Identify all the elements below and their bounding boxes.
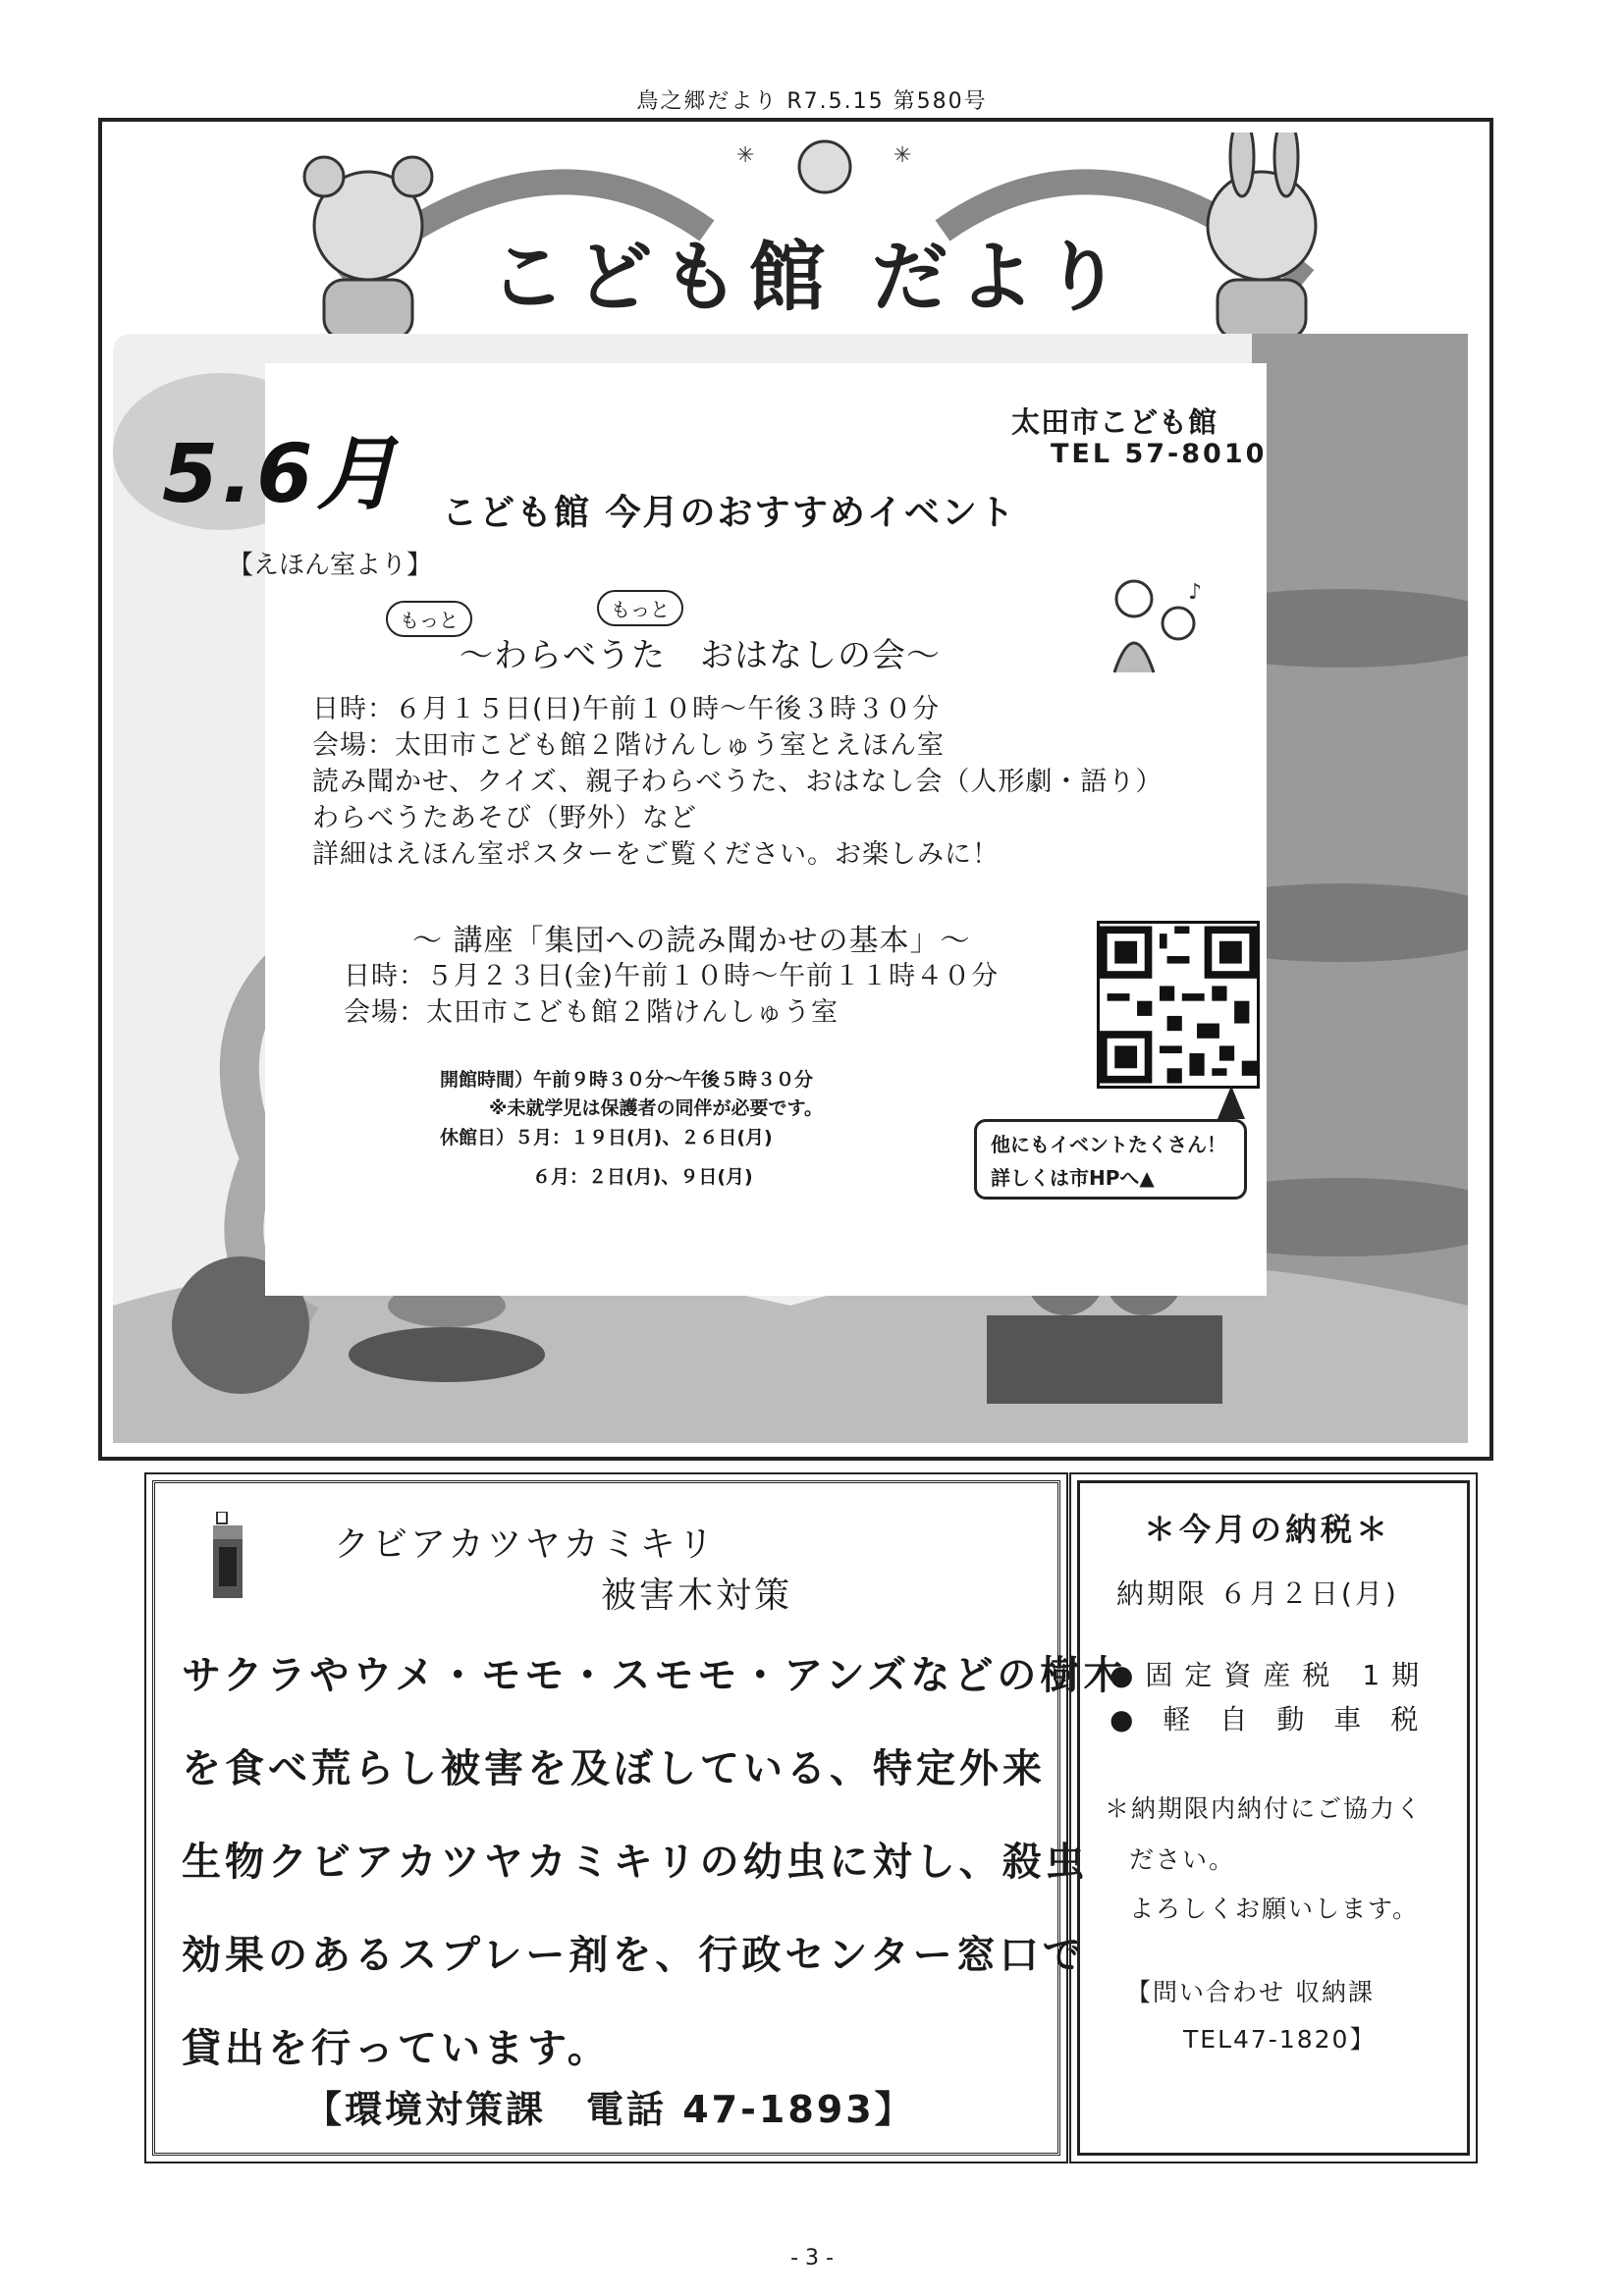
ruby-motto-1: もっと	[386, 601, 472, 637]
pest-contact: 【環境対策課 電話 47-1893】	[304, 2088, 915, 2131]
pest-body-line: を食べ荒らし被害を及ぼしている、特定外来	[182, 1746, 1046, 1791]
svg-text:✳: ✳	[736, 143, 755, 168]
event1-date: 日時：６月１５日(日)午前１０時〜午後３時３０分	[312, 694, 941, 724]
event2-title: 〜 講座「集団への読み聞かせの基本」〜	[412, 924, 971, 958]
tax-title: ＊今月の納税＊	[1144, 1511, 1392, 1548]
tax-deadline: 納期限 ６月２日(月)	[1116, 1577, 1399, 1610]
tax-note: ＊納期限内納付にご協力く	[1105, 1794, 1424, 1823]
speech-bubble	[974, 1119, 1247, 1200]
tax-inquiry: 【問い合わせ 収納課	[1126, 1978, 1375, 2006]
event2-date: 日時：５月２３日(金)午前１０時〜午前１１時４０分	[344, 961, 1000, 991]
svg-text:✳: ✳	[893, 143, 912, 168]
tax-inquiry-phone: TEL47-1820】	[1183, 2025, 1377, 2054]
newsletter-header: 鳥之郷だより R7.5.15 第580号	[636, 89, 988, 114]
opening-hours: 開館時間）午前９時３０分〜午後５時３０分	[440, 1069, 814, 1091]
closed-days-june: ６月：２日(月)、９日(月)	[532, 1166, 753, 1188]
spray-can-icon	[211, 1512, 246, 1600]
pest-subtitle: 被害木対策	[601, 1575, 793, 1616]
svg-text:♪: ♪	[1188, 580, 1203, 605]
qr-code[interactable]	[1097, 921, 1260, 1089]
tax-item: ●軽自動車税	[1110, 1703, 1448, 1735]
pest-body-line: 生物クビアカツヤカミキリの幼虫に対し、殺虫	[182, 1840, 1089, 1885]
pancake-icon	[349, 1327, 545, 1382]
event2-venue: 会場：太田市こども館２階けんしゅう室	[344, 997, 839, 1028]
guardian-note: ※未就学児は保護者の同伴が必要です。	[489, 1097, 823, 1119]
pest-body-line: サクラやウメ・モモ・スモモ・アンズなどの樹木	[182, 1653, 1127, 1698]
event1-detail: 読み聞かせ、クイズ、親子わらべうた、おはなし会（人形劇・語り）	[312, 767, 1164, 797]
tax-note: よろしくお願いします。	[1129, 1895, 1420, 1923]
ruby-motto-2: もっと	[597, 590, 683, 626]
pest-body-line: 貸出を行っています。	[182, 2026, 611, 2071]
bubble-line: 他にもイベントたくさん！	[991, 1133, 1226, 1156]
sun-icon	[799, 141, 850, 192]
event1-venue: 会場：太田市こども館２階けんしゅう室とえほん室	[312, 730, 945, 761]
pest-body-line: 効果のあるスプレー剤を、行政センター窓口で	[182, 1933, 1086, 1978]
closed-days-may: 休館日）５月：１９日(月)、２６日(月)	[440, 1127, 773, 1148]
tax-note: ださい。	[1129, 1845, 1236, 1874]
section-label: 【えほん室より】	[228, 551, 433, 580]
pest-title: クビアカツヤカミキリ	[334, 1524, 717, 1565]
family-icon	[1095, 574, 1213, 682]
month-label: 5.6月	[162, 428, 402, 521]
page-number: - 3 -	[790, 2246, 834, 2270]
flyer-title: こども館 だより	[489, 234, 1131, 322]
organization-phone: TEL 57-8010	[1051, 439, 1268, 469]
event1-detail: わらべうたあそび（野外）など	[312, 803, 697, 833]
organization-name: 太田市こども館	[1011, 405, 1218, 439]
event1-title: 〜わらべうた おはなしの会〜	[460, 636, 941, 675]
recommend-heading: こども館 今月のおすすめイベント	[442, 493, 1016, 533]
event1-note: 詳細はえほん室ポスターをご覧ください。お楽しみに！	[312, 839, 1000, 870]
speech-bubble-tail	[1218, 1086, 1245, 1119]
bubble-line: 詳しくは市HPへ▲	[991, 1166, 1155, 1190]
tax-item: ●固定資産税 1期	[1110, 1659, 1432, 1691]
